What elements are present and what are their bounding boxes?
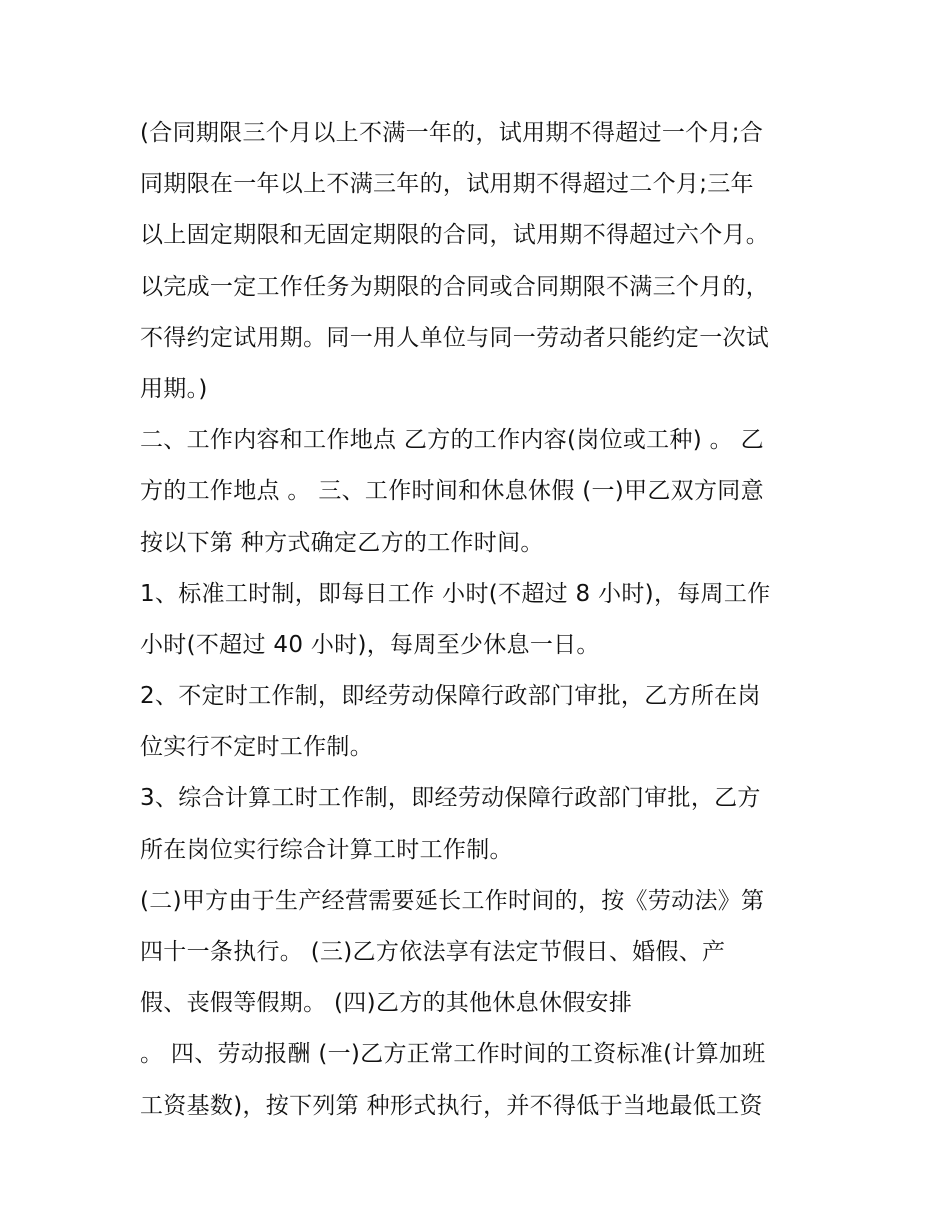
text-line: 四十一条执行。 (三)乙方依法享有法定节假日、婚假、产 (140, 939, 726, 965)
text-line: 2、不定时工作制，即经劳动保障行政部门审批，乙方所在岗 (140, 683, 761, 710)
text-line: 用期。) (140, 375, 208, 402)
text-line: (合同期限三个月以上不满一年的，试用期不得超过一个月;合 (140, 120, 764, 146)
contract-text (140, 108, 840, 1132)
text-line: 不得约定试用期。同一用人单位与同一劳动者只能约定一次试 (140, 324, 770, 351)
text-line: 同期限在一年以上不满三年的，试用期不得超过二个月;三年 (140, 171, 754, 198)
text-line: 3、综合计算工时工作制，即经劳动保障行政部门审批，乙方 (140, 785, 761, 812)
text-line: 小时(不超过 40 小时)，每周至少休息一日。 (140, 631, 600, 658)
text-line: 以上固定期限和无固定期限的合同，试用期不得超过六个月。 (140, 222, 770, 249)
text-line: 。 四、劳动报酬 (一)乙方正常工作时间的工资标准(计算加班 (140, 1041, 766, 1068)
text-line: 按以下第 种方式确定乙方的工作时间。 (140, 529, 544, 556)
text-line: 位实行不定时工作制。 (140, 734, 373, 761)
text-line: 方的工作地点 。 三、工作时间和休息休假 (一)甲乙双方同意 (140, 478, 764, 505)
text-line: (二)甲方由于生产经营需要延长工作时间的，按《劳动法》第 (140, 887, 765, 914)
text-line: 二、工作内容和工作地点 乙方的工作内容(岗位或工种) 。 乙 (140, 427, 764, 454)
text-line: 所在岗位实行综合计算工时工作制。 (140, 836, 513, 863)
text-line: 以完成一定工作任务为期限的合同或合同期限不满三个月的， (140, 273, 770, 300)
text-line: 假、丧假等假期。 (四)乙方的其他休息休假安排 (140, 990, 633, 1017)
text-line: 工资基数)，按下列第 种形式执行，并不得低于当地最低工资 (140, 1092, 763, 1119)
text-line: 1、标准工时制，即每日工作 小时(不超过 8 小时)，每周工作 (140, 580, 771, 607)
